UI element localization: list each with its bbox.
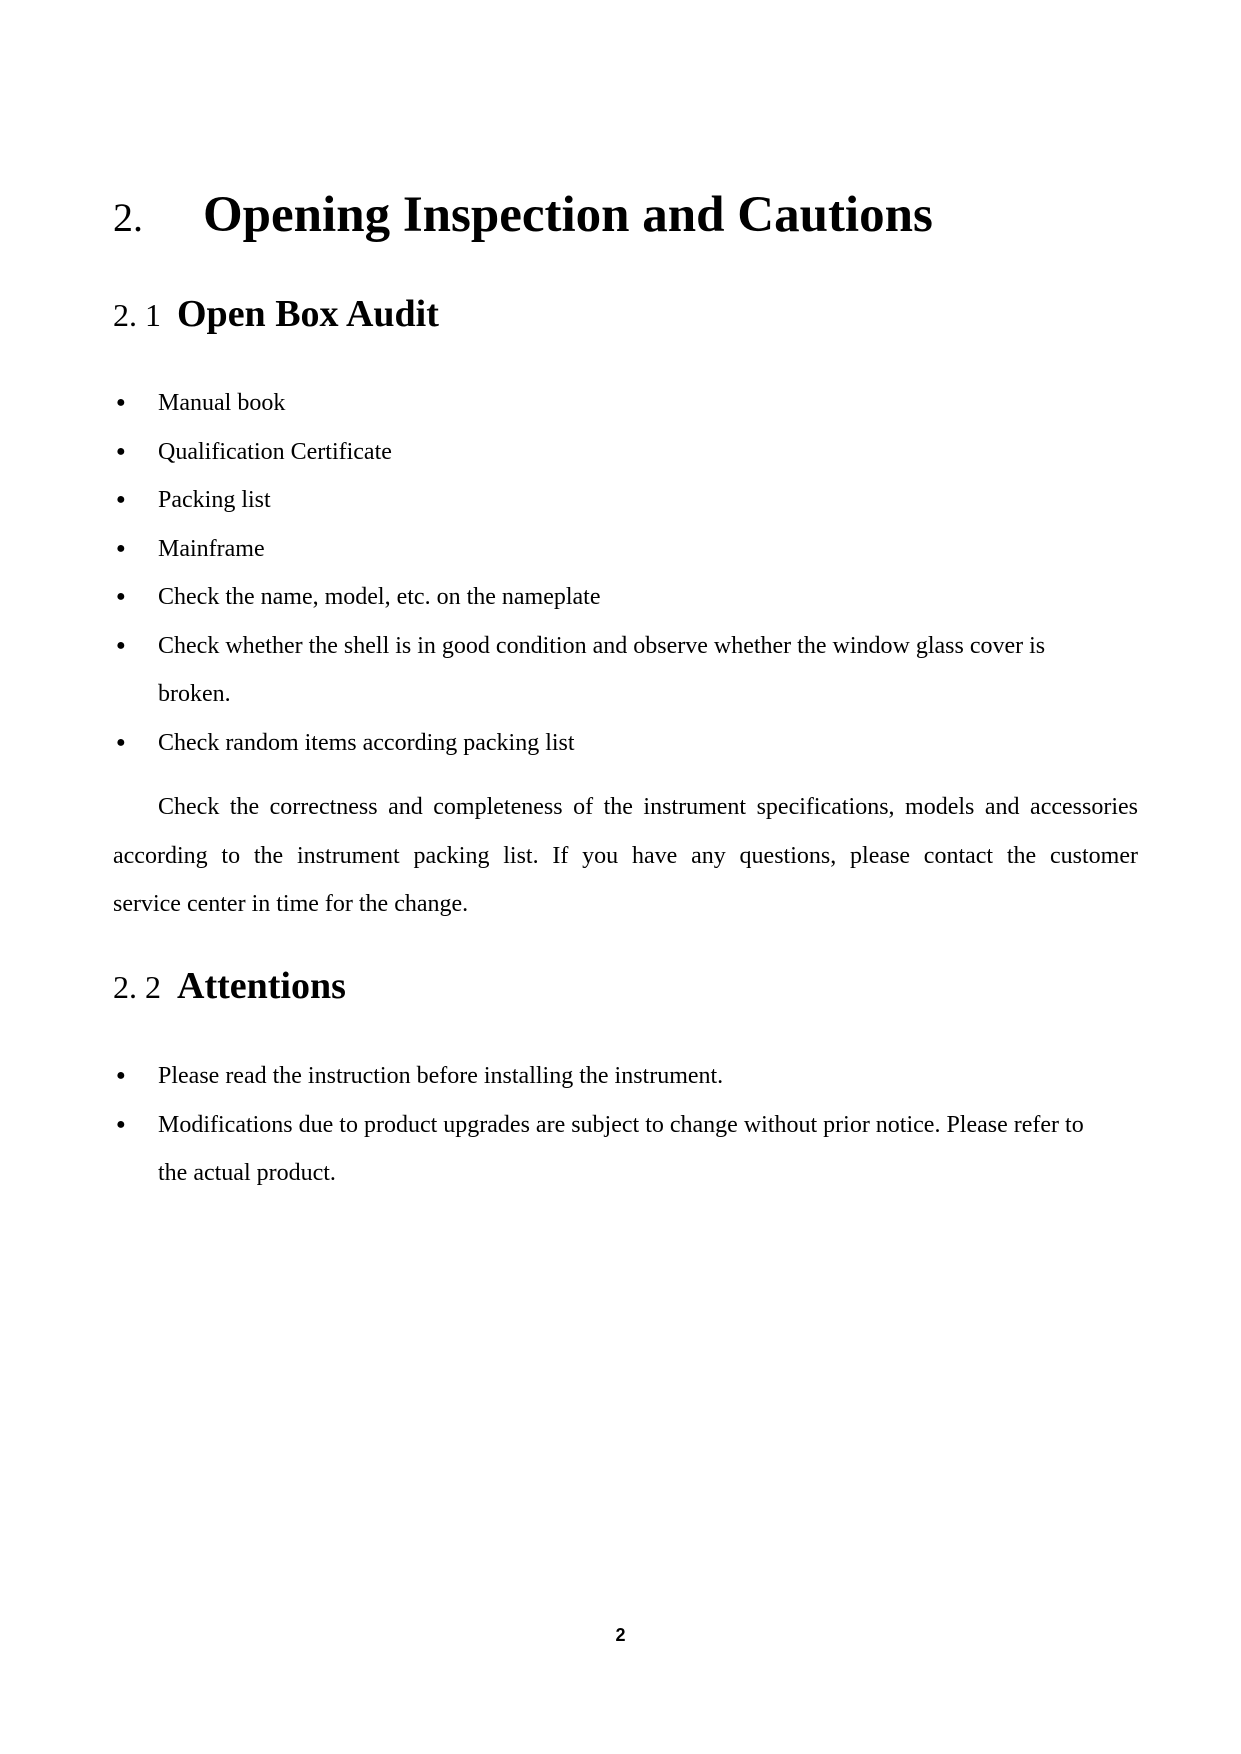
bullet-icon: ● (116, 588, 126, 605)
bullet-item (113, 719, 1138, 768)
bullet-icon: ● (116, 1115, 126, 1133)
chapter-number: 2. (113, 195, 143, 240)
bullet-item (113, 379, 1138, 428)
bullet-item-text: Manual book (158, 390, 286, 416)
bullet-item-text: Please read the instruction before installing the instrument. (158, 1063, 724, 1089)
bullet-item (113, 428, 1138, 477)
paragraph-line: service center in time for the change. (113, 891, 469, 917)
paragraph-line: according to the instrument packing list. If you have any questions, please contact the customer (113, 842, 1138, 869)
bullet-icon: ● (116, 442, 126, 460)
attentions-list (113, 1052, 1138, 1198)
bullet-item-text: Check the name, model, etc. on the nameplate (158, 584, 601, 610)
section-heading-attentions (113, 962, 346, 1011)
bullet-item-text: Check whether the shell is in good condition and observe whether the window glass cover is (158, 632, 1046, 659)
bullet-item-text: Check random items according packing list (158, 729, 575, 756)
bullet-item-text: Mainframe (158, 535, 265, 562)
bullet-icon: ● (116, 539, 126, 557)
section-heading-open-box-audit (113, 290, 439, 339)
bullet-icon: ● (116, 394, 126, 411)
section-number: 2. 2 (113, 969, 161, 1005)
bullet-item (113, 1052, 1138, 1101)
section-title: Open Box Audit (177, 293, 439, 335)
bullet-icon: ● (116, 1067, 126, 1084)
bullet-item (113, 1101, 1138, 1198)
bullet-item-text: broken. (158, 681, 231, 707)
bullet-item-text: Modifications due to product upgrades are subject to change without prior notice. Please refer to (158, 1111, 1084, 1138)
paragraph-line: Check the correctness and completeness of the instrument specifications, models and accessories (158, 794, 1138, 820)
chapter-title: Opening Inspection and Cautions (203, 187, 933, 243)
section-number: 2. 1 (113, 297, 161, 333)
bullet-item (113, 622, 1138, 719)
body-paragraph (113, 783, 1138, 929)
chapter-heading (113, 185, 933, 248)
section-title: Attentions (177, 965, 346, 1007)
bullet-icon: ● (116, 733, 126, 751)
bullet-item (113, 476, 1138, 525)
bullet-item-text: Packing list (158, 487, 271, 513)
bullet-item (113, 525, 1138, 574)
bullet-icon: ● (116, 491, 126, 508)
bullet-icon: ● (116, 636, 126, 654)
bullet-item-text: Qualification Certificate (158, 438, 392, 465)
bullet-item (113, 573, 1138, 622)
bullet-item-text: the actual product. (158, 1160, 336, 1186)
open-box-audit-list (113, 379, 1138, 767)
page-number: 2 (615, 1625, 626, 1645)
